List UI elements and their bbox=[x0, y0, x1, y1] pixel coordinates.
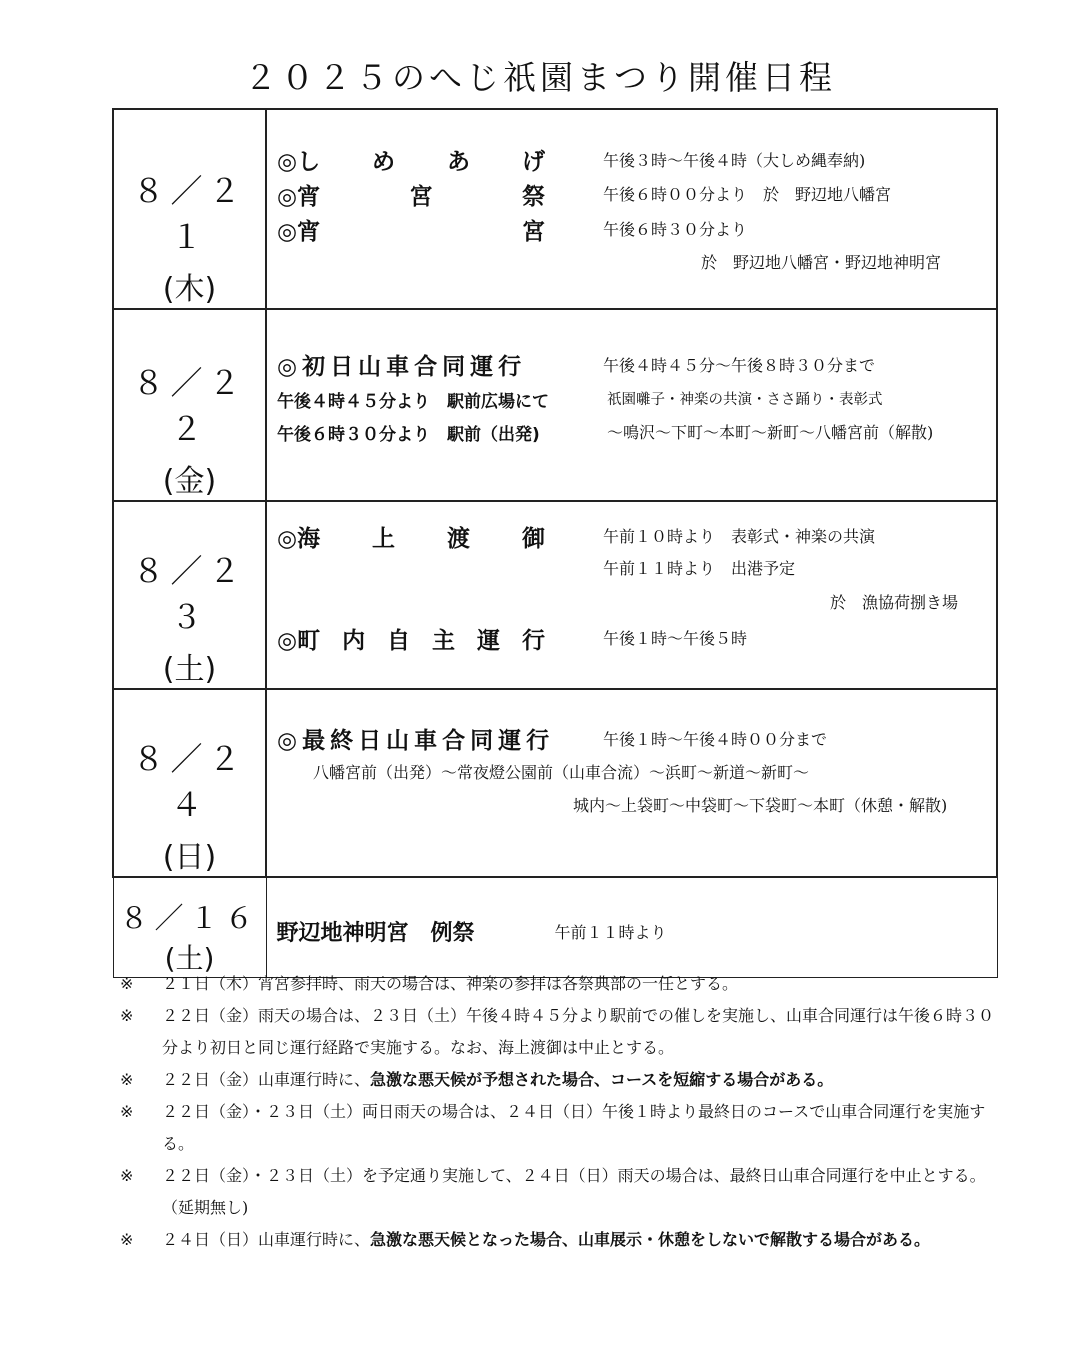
event-name: ◎町 内 自 主 運 行 bbox=[277, 628, 545, 654]
note-emphasis: 急激な悪天候となった場合、山車展示・休憩をしないで解散する場合がある。 bbox=[370, 1230, 931, 1249]
event-name: ◎し め あ げ bbox=[277, 149, 545, 175]
event-name: 野辺地神明宮 例祭 bbox=[276, 921, 475, 946]
schedule-row-0816 bbox=[113, 877, 997, 978]
date-cell bbox=[113, 309, 266, 501]
weekday-label: (木) bbox=[162, 272, 217, 307]
note-mark: ※ bbox=[120, 1006, 134, 1025]
date-label: ８／２１ bbox=[132, 172, 247, 256]
events-cell bbox=[266, 877, 997, 978]
note-mark: ※ bbox=[120, 974, 134, 993]
events-cell bbox=[266, 109, 997, 309]
event-sub: 午後６時３０分より 駅前（出発) bbox=[277, 425, 540, 445]
note-text: ２４日（日）山車運行時に、急激な悪天候となった場合、山車展示・休憩をしないで解散する場合がある。 bbox=[162, 1230, 931, 1249]
note-mark: ※ bbox=[120, 1070, 134, 1089]
date-cell bbox=[113, 501, 266, 689]
note-mark: ※ bbox=[120, 1166, 134, 1185]
note-mark: ※ bbox=[120, 1230, 134, 1249]
note-item bbox=[120, 1224, 1000, 1256]
event-name: ◎初日山車合同運行 bbox=[277, 354, 527, 380]
note-text: ２１日（木）宵宮参拝時、雨天の場合は、神楽の参拝は各祭典部の一任とする。 bbox=[162, 974, 739, 993]
events-cell bbox=[266, 309, 997, 501]
event-time: 午後６時３０分より bbox=[603, 220, 748, 239]
note-item bbox=[120, 1064, 1000, 1096]
note-item bbox=[120, 968, 1000, 1000]
event-time: 午後３時～午後４時（大しめ縄奉納) bbox=[603, 151, 866, 170]
note-item bbox=[120, 1000, 1000, 1064]
weekday-label: (土) bbox=[162, 652, 217, 687]
event-name: ◎宵 宮 bbox=[277, 219, 545, 245]
note-text: ２２日（金）雨天の場合は、２３日（土）午後４時４５分より駅前での催しを実施し、山車合同運行は午後６時３０分より初日と同じ運行経路で実施する。なお、海上渡御は中止とする。 bbox=[162, 1006, 995, 1057]
event-time: 午前１１時より bbox=[554, 923, 667, 942]
event-place: 於 漁協荷捌き場 bbox=[830, 593, 959, 612]
event-time: 午後６時００分より 於 野辺地八幡宮 bbox=[603, 185, 892, 204]
note-emphasis: 急激な悪天候が予想された場合、コースを短縮する場合がある。 bbox=[370, 1070, 834, 1089]
date-label: ８／２２ bbox=[132, 364, 247, 448]
weekday-label: (日) bbox=[162, 840, 217, 875]
weekday-label: (土) bbox=[164, 942, 215, 975]
date-cell bbox=[113, 689, 266, 877]
event-time: 午後４時４５分～午後８時３０分まで bbox=[603, 356, 876, 375]
event-sub: 午後４時４５分より 駅前広場にて bbox=[277, 392, 549, 412]
event-place: 於 野辺地八幡宮・野辺地神明宮 bbox=[701, 253, 942, 272]
page-title: ２０２５のへじ祇園まつり開催日程 bbox=[244, 58, 836, 97]
event-time: 午前１０時より 表彰式・神楽の共演 bbox=[603, 527, 876, 546]
event-time: 午後１時～午後５時 bbox=[603, 629, 748, 648]
schedule-row-0824 bbox=[113, 689, 997, 877]
schedule-row-0823 bbox=[113, 501, 997, 689]
date-label: ８／１６ bbox=[119, 901, 260, 935]
event-route: 八幡宮前（出発）～常夜燈公園前（山車合流）～浜町～新道～新町～ bbox=[313, 763, 810, 782]
events-cell bbox=[266, 501, 997, 689]
date-cell bbox=[113, 109, 266, 309]
note-item bbox=[120, 1096, 1000, 1160]
events-cell bbox=[266, 689, 997, 877]
event-time: 午前１１時より 出港予定 bbox=[603, 559, 796, 578]
note-text: ２２日（金）・２３日（土）両日雨天の場合は、２４日（日）午後１時より最終日のコースで山車合同運行を実施する。 bbox=[162, 1102, 986, 1153]
event-name: ◎海 上 渡 御 bbox=[277, 526, 545, 552]
weekday-label: (金) bbox=[162, 464, 217, 499]
note-item bbox=[120, 1160, 1000, 1224]
schedule-table bbox=[112, 108, 998, 978]
event-route: 城内～上袋町～中袋町～下袋町～本町（休憩・解散) bbox=[573, 796, 948, 815]
event-detail: 祇園囃子・神楽の共演・ささ踊り・表彰式 bbox=[607, 392, 883, 408]
schedule-row-0822 bbox=[113, 309, 997, 501]
note-text: ２２日（金）・２３日（土）を予定通り実施して、２４日（日）雨天の場合は、最終日山車合同運行を中止とする。（延期無し) bbox=[162, 1166, 986, 1217]
event-name: ◎宵 宮 祭 bbox=[277, 184, 545, 210]
event-time: 午後１時～午後４時００分まで bbox=[603, 730, 828, 749]
date-label: ８／２４ bbox=[132, 740, 247, 824]
schedule-row-0821 bbox=[113, 109, 997, 309]
date-label: ８／２３ bbox=[132, 552, 247, 636]
note-mark: ※ bbox=[120, 1102, 134, 1121]
event-detail: ～鳴沢～下町～本町～新町～八幡宮前（解散) bbox=[607, 423, 934, 442]
date-cell bbox=[113, 877, 266, 978]
notes-section bbox=[120, 968, 1000, 1256]
event-name: ◎最終日山車合同運行 bbox=[277, 728, 555, 754]
note-text: ２２日（金）山車運行時に、急激な悪天候が予想された場合、コースを短縮する場合がある。 bbox=[162, 1070, 834, 1089]
